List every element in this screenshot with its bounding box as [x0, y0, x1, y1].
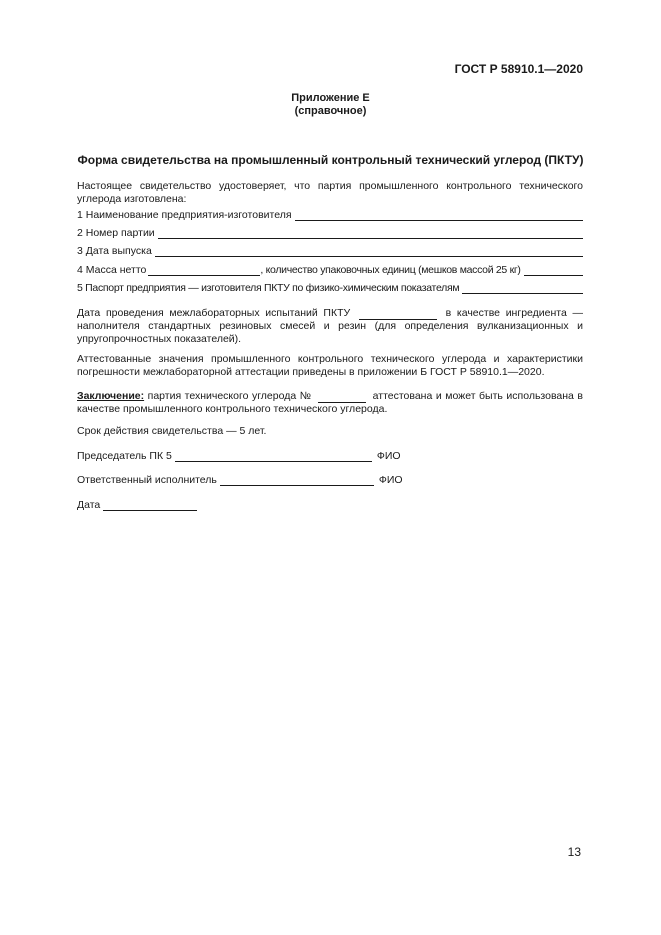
- tests-date-blank[interactable]: [359, 308, 437, 320]
- annex-subtitle: (справочное): [294, 105, 367, 117]
- signature-chairman[interactable]: [77, 448, 401, 462]
- executor-signature-blank[interactable]: [220, 474, 374, 486]
- certified-paragraph: [77, 353, 583, 379]
- date-label: Дата: [77, 499, 101, 511]
- field-manufacturer-label: 1 Наименование предприятия-изготовителя: [77, 209, 292, 221]
- conclusion-paragraph: [77, 390, 583, 416]
- field-passport-blank[interactable]: [462, 282, 583, 294]
- field-manufacturer[interactable]: [77, 207, 583, 221]
- field-package-count-blank[interactable]: [524, 264, 583, 276]
- field-manufacturer-blank[interactable]: [295, 209, 583, 221]
- conclusion-batch-blank[interactable]: [318, 391, 366, 403]
- executor-fio: ФИО: [378, 474, 403, 486]
- field-batch-number-blank[interactable]: [158, 227, 583, 239]
- signature-date[interactable]: [77, 497, 197, 511]
- intro-paragraph: [77, 180, 583, 206]
- signature-executor[interactable]: [77, 472, 403, 486]
- conclusion-text-b: аттестована и может быть использована в качестве промышленного контрольного технического углерода.: [77, 390, 583, 415]
- document-code: ГОСТ Р 58910.1—2020: [454, 62, 583, 76]
- validity-paragraph: [77, 425, 583, 438]
- field-release-date-blank[interactable]: [155, 245, 583, 257]
- field-net-mass-blank[interactable]: [148, 264, 260, 276]
- page-number: 13: [567, 845, 581, 859]
- annex-title: Приложение Е: [291, 92, 370, 104]
- tests-paragraph: [77, 307, 583, 346]
- field-release-date[interactable]: [77, 243, 583, 257]
- tests-text-b: в качестве ингредиента — наполнителя стандартных резиновых смесей и резин (для определения вулканизационных и упругопрочностных показателей).: [77, 307, 584, 345]
- chairman-signature-blank[interactable]: [175, 450, 372, 462]
- chairman-fio: ФИО: [376, 450, 401, 462]
- conclusion-label: Заключение:: [77, 390, 145, 402]
- chairman-label: Председатель ПК 5: [77, 450, 172, 462]
- validity-text: Срок действия свидетельства — 5 лет.: [77, 425, 267, 437]
- conclusion-text-a: партия технического углерода №: [144, 390, 312, 402]
- field-passport-label: 5 Паспорт предприятия — изготовителя ПКТУ по физико-химическим показателям: [77, 282, 460, 294]
- field-batch-number[interactable]: [77, 225, 583, 239]
- field-net-mass-label: 4 Масса нетто: [77, 264, 147, 276]
- field-net-mass[interactable]: [77, 262, 583, 276]
- field-passport[interactable]: [77, 280, 583, 294]
- form-title: Форма свидетельства на промышленный контрольный технический углерод (ПКТУ): [77, 153, 584, 167]
- tests-text-a: Дата проведения межлабораторных испытаний ПКТУ: [77, 307, 351, 319]
- field-package-count-label: , количество упаковочных единиц (мешков массой 25 кг): [260, 264, 521, 276]
- executor-label: Ответственный исполнитель: [77, 474, 217, 486]
- intro-text: Настоящее свидетельство удостоверяет, что партия промышленного контрольного технического углерода изготовлена:: [77, 180, 583, 205]
- annex-heading: [0, 92, 661, 118]
- date-blank[interactable]: [103, 499, 197, 511]
- field-batch-number-label: 2 Номер партии: [77, 227, 155, 239]
- certified-text: Аттестованные значения промышленного контрольного технического углерода и характеристики погрешности межлабораторной аттестации приведены в приложении Б ГОСТ Р 58910.1—2020.: [77, 353, 583, 378]
- field-release-date-label: 3 Дата выпуска: [77, 245, 152, 257]
